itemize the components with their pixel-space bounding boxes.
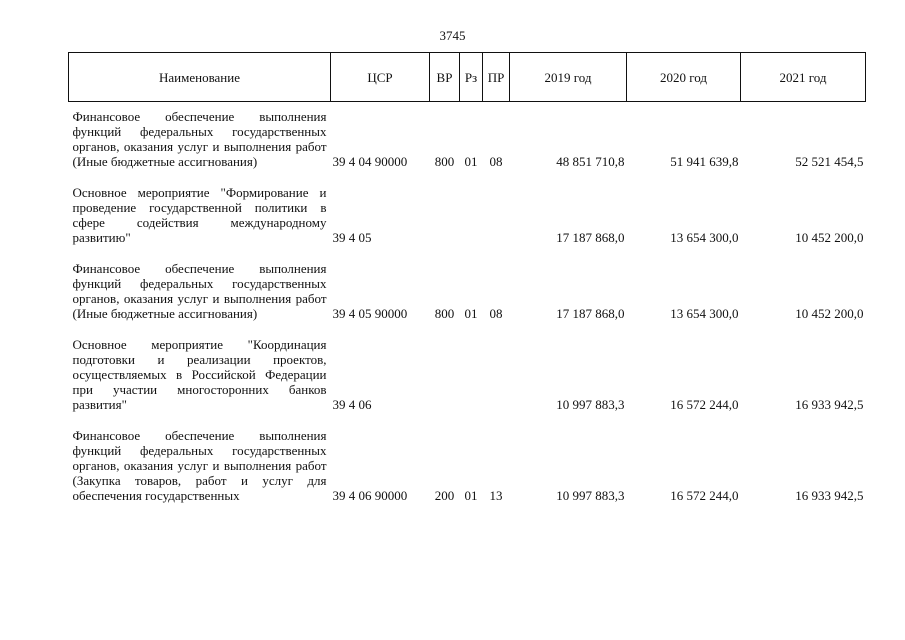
header-2020: 2020 год <box>627 53 741 102</box>
header-csr: ЦСР <box>331 53 430 102</box>
row-csr: 39 4 05 <box>332 230 372 245</box>
row-vr: 200 <box>434 488 455 503</box>
row-amount-2021: 52 521 454,5 <box>795 154 864 169</box>
row-rz <box>460 330 483 421</box>
row-vr: 800 <box>434 154 455 169</box>
header-vr: ВР <box>430 53 460 102</box>
budget-table <box>68 52 866 512</box>
row-name: Основное мероприятие "Координация подготовки и реализации проектов, осуществляемых в Российской Федерации при участии многосторонних банков развития" <box>72 337 327 412</box>
row-pr <box>483 330 510 421</box>
table-row <box>69 421 866 512</box>
header-name: Наименование <box>69 53 331 102</box>
row-amount-2019: 17 187 868,0 <box>556 230 625 245</box>
row-rz: 01 <box>464 488 478 503</box>
row-name: Финансовое обеспечение выполнения функций федеральных государственных органов, оказания услуг и выполнения работ (Иные бюджетные ассигнования) <box>72 109 327 169</box>
table-body <box>69 102 866 513</box>
row-amount-2021: 16 933 942,5 <box>795 488 864 503</box>
row-name: Финансовое обеспечение выполнения функций федеральных государственных органов, оказания услуг и выполнения работ (Закупка товаров, работ и услуг для обеспечения государственных <box>72 428 327 503</box>
header-2021: 2021 год <box>741 53 866 102</box>
row-rz: 01 <box>464 154 478 169</box>
table-row <box>69 330 866 421</box>
row-amount-2019: 10 997 883,3 <box>556 397 625 412</box>
row-rz <box>460 178 483 254</box>
row-pr: 08 <box>489 306 503 321</box>
row-csr: 39 4 05 90000 <box>332 306 408 321</box>
row-rz: 01 <box>464 306 478 321</box>
table-row <box>69 102 866 179</box>
header-pr: ПР <box>483 53 510 102</box>
row-amount-2020: 16 572 244,0 <box>670 397 739 412</box>
table-header <box>69 53 866 102</box>
row-amount-2020: 13 654 300,0 <box>670 230 739 245</box>
row-amount-2020: 51 941 639,8 <box>670 154 739 169</box>
row-pr <box>483 178 510 254</box>
header-2019: 2019 год <box>510 53 627 102</box>
row-csr: 39 4 04 90000 <box>332 154 408 169</box>
row-name: Финансовое обеспечение выполнения функций федеральных государственных органов, оказания услуг и выполнения работ (Иные бюджетные ассигнования) <box>72 261 327 321</box>
row-amount-2020: 13 654 300,0 <box>670 306 739 321</box>
row-csr: 39 4 06 90000 <box>332 488 408 503</box>
row-amount-2021: 10 452 200,0 <box>795 230 864 245</box>
row-amount-2019: 48 851 710,8 <box>556 154 625 169</box>
row-amount-2020: 16 572 244,0 <box>670 488 739 503</box>
row-csr: 39 4 06 <box>332 397 372 412</box>
header-rz: Рз <box>460 53 483 102</box>
page-number: 3745 <box>439 28 466 43</box>
row-name: Основное мероприятие "Формирование и проведение государственной политики в сфере содействия международному развитию" <box>72 185 327 245</box>
table-row <box>69 254 866 330</box>
table-row <box>69 178 866 254</box>
row-amount-2021: 16 933 942,5 <box>795 397 864 412</box>
row-vr <box>430 330 460 421</box>
row-pr: 13 <box>489 488 503 503</box>
row-amount-2019: 17 187 868,0 <box>556 306 625 321</box>
row-vr: 800 <box>434 306 455 321</box>
row-amount-2021: 10 452 200,0 <box>795 306 864 321</box>
row-pr: 08 <box>489 154 503 169</box>
row-amount-2019: 10 997 883,3 <box>556 488 625 503</box>
row-vr <box>430 178 460 254</box>
